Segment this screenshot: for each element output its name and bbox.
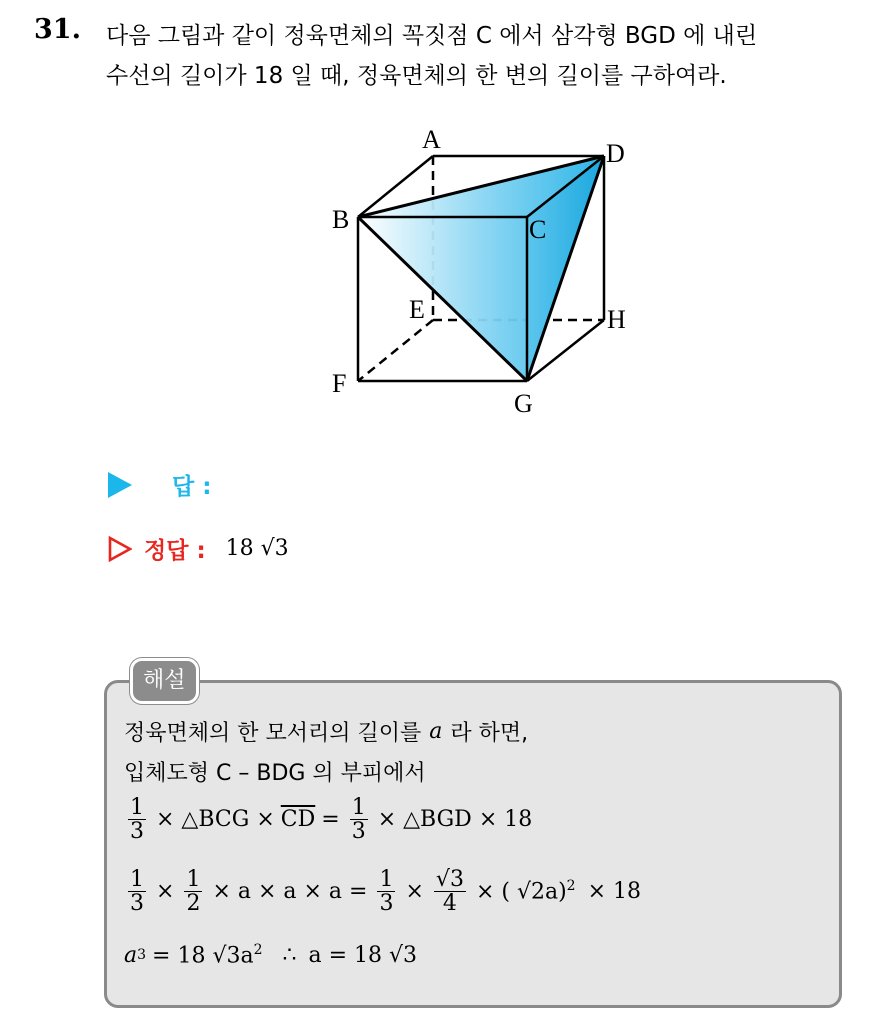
variable-a: a	[429, 719, 443, 744]
expression: × △BGD × 18	[377, 807, 533, 833]
correct-answer-row	[108, 532, 289, 565]
solution-line-1	[124, 716, 528, 747]
vertex-label-C: C	[529, 215, 547, 244]
problem-text	[106, 16, 876, 96]
problem-line-2: 수선의 길이가 18 일 때, 정육면체의 한 변의 길이를 구하여라.	[106, 63, 727, 89]
expression: ×	[156, 879, 175, 905]
therefore-symbol: ∴	[282, 942, 297, 968]
vertex-label-A: A	[422, 125, 441, 154]
equation-1	[124, 796, 538, 843]
fraction: $\frac{1}{3}$	[130, 867, 144, 917]
filled-triangle-icon	[108, 472, 132, 498]
expression: × △BCG ×	[156, 807, 275, 833]
edge-EF	[358, 320, 433, 381]
solution-text: 라 하면,	[450, 721, 529, 746]
answer-blank-row	[108, 468, 211, 501]
expression: = 18 $√3a^2$	[152, 942, 263, 969]
solution-text: 정육면체의 한 모서리의 길이를	[124, 721, 422, 746]
equation-3	[124, 942, 423, 968]
vertex-label-H: H	[607, 305, 626, 334]
solution-tag: 해설	[130, 658, 199, 704]
equation-2	[124, 868, 647, 915]
fraction: $\frac{1}{3}$	[379, 867, 394, 917]
fraction: $\frac{1}{3}$	[351, 795, 366, 845]
vertex-label-G: G	[514, 389, 533, 418]
variable-a: a	[124, 942, 138, 968]
vertex-label-F: F	[332, 369, 347, 398]
segment-CD: $\overline{CD}$	[280, 807, 316, 833]
fraction: $\frac{1}{2}$	[186, 867, 201, 917]
expression: × a × a × a =	[212, 879, 368, 905]
expression: × 18	[587, 879, 641, 905]
expression: × ( √2a)$^2$	[475, 878, 576, 905]
vertex-label-D: D	[606, 139, 625, 168]
fraction: $\frac{√3}{4}$	[435, 867, 464, 917]
outline-triangle-icon	[108, 536, 132, 562]
fraction: $\frac{1}{3}$	[130, 795, 144, 845]
expression: a = 18 √3	[308, 942, 418, 968]
expression: ×	[405, 879, 424, 905]
solution-text: 입체도형 C – BDG 의 부피에서	[124, 761, 426, 786]
exponent: 3	[137, 947, 147, 964]
cube-diagram	[320, 120, 650, 420]
solution-line-2	[124, 756, 426, 787]
correct-answer-value: 18 √3	[225, 536, 289, 561]
equals: =	[321, 807, 340, 833]
problem-number: 31.	[34, 14, 81, 45]
cube-figure	[320, 120, 650, 420]
vertex-label-B: B	[332, 205, 350, 234]
correct-answer-label: 정답 :	[144, 538, 206, 564]
problem-line-1: 다음 그림과 같이 정육면체의 꼭짓점 C 에서 삼각형 BGD 에 내린	[106, 23, 758, 49]
vertex-label-E: E	[409, 295, 425, 324]
answer-label: 답 :	[172, 474, 212, 500]
